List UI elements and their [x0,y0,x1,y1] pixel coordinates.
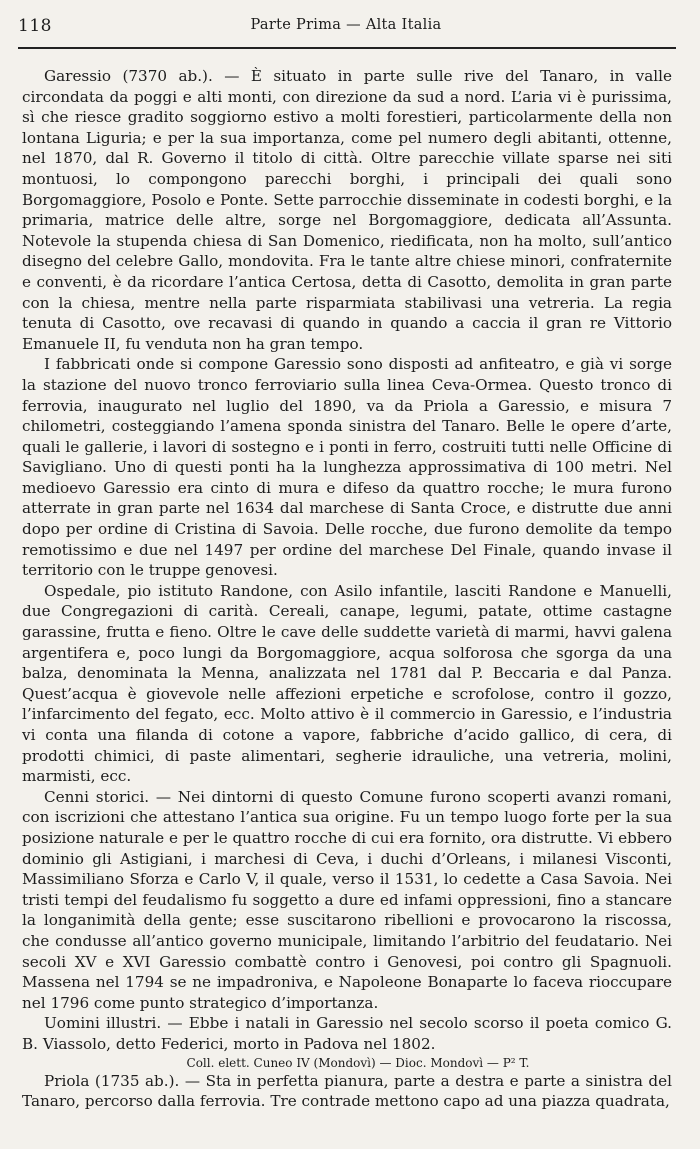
page-body [22,66,672,1112]
electoral-footnote: Coll. elett. Cuneo IV (Mondovì) — Dioc. Mondovì — P² T. [186,1055,530,1070]
page-header [18,14,674,36]
paragraph-garessio-people: Uomini illustri. — Ebbe i natali in Garessio nel secolo scorso il poeta comico G. B. Viassolo, detto Federici, morto in Padova nel 1802. [22,1014,672,1053]
page-number: 118 [18,16,52,36]
paragraph-garessio-history: Cenni storici. — Nei dintorni di questo Comune furono scoperti avanzi romani, con iscrizioni che attestano l’antica sua origine. Fu un tempo luogo forte per la sua posizione naturale e per le quattro rocche di cui era fornito, ora distrutte. Vi ebbero dominio gli Astigiani, i marchesi di Ceva, i duchi d’Orleans, i milanesi Visconti, Massimiliano Sforza e Carlo V, il quale, verso il 1531, lo cedette a Casa Savoia. Nei tristi tempi del feudalismo fu soggetto a dure ed infami oppressioni, fino a stancare la longanimità della gente; esse suscitarono ribellioni e provocarono la riscossa, che condusse all’antico governo municipale, limitando l’arbitrio del feudatario. Nei secoli XV e XVI Garessio combattè contro i Genovesi, poi contro gli Spagnuoli. Massena nel 1794 se ne impadroniva, e Napoleone Bonaparte lo faceva rioccupare nel 1796 come punto strategico d’importanza. [22,787,672,1012]
paragraph-garessio-intro: Garessio (7370 ab.). — È situato in parte sulle rive del Tanaro, in valle circondata da poggi e alti monti, con direzione da sud a nord. L’aria vi è purissima, sì che riesce gradito soggiorno estivo a molti forestieri, particolarmente della non lontana Liguria; e per la sua importanza, come pel numero degli abitanti, ottenne, nel 1870, dal R. Governo il titolo di città. Oltre parecchie villate sparse nei siti montuosi, lo compongono parecchi borghi, i principali dei quali sono Borgomaggiore, Posolo e Ponte. Sette parrocchie disseminate in codesti borghi, e la primaria, matrice delle altre, sorge nel Borgomaggiore, dedicata all’Assunta. Notevole la stupenda chiesa di San Domenico, riedificata, non ha molto, sull’antico disegno del celebre Gallo, mondovita. Fra le tante altre chiese minori, confraternite e conventi, è da ricordare l’antica Certosa, detta di Casotto, demolita in gran parte con la chiesa, mentre nella parte risparmiata stabilivasi una vetreria. La regia tenuta di Casotto, ove recavasi di quando in quando a caccia il gran re Vittorio Emanuele II, fu venduta non ha gran tempo. [22,67,672,353]
header-rule [18,47,676,49]
running-title: Parte Prima — Alta Italia [250,17,442,33]
paragraph-garessio-buildings: I fabbricati onde si compone Garessio sono disposti ad anfiteatro, e già vi sorge la stazione del nuovo tronco ferroviario sulla linea Ceva-Ormea. Questo tronco di ferrovia, inaugurato nel luglio del 1890, va da Priola a Garessio, e misura 7 chilometri, costeggiando l’amena sponda sinistra del Tanaro. Belle le opere d’arte, quali le gallerie, i lavori di sostegno e i ponti in ferro, costruiti tutti nelle Officine di Savigliano. Uno di questi ponti ha la lunghezza approssimativa di 100 metri. Nel medioevo Garessio era cinto di mura e difeso da quattro rocche; le mura furono atterrate in gran parte nel 1634 dal marchese di Santa Croce, e distrutte due anni dopo per ordine di Cristina di Savoia. Delle rocche, due furono demolite da tempo remotissimo e due nel 1497 per ordine del marchese Del Finale, quando invase il territorio con le truppe genovesi. [22,355,672,580]
paragraph-garessio-economy: Ospedale, pio istituto Randone, con Asilo infantile, lasciti Randone e Manuelli, due Congregazioni di carità. Cereali, canape, legumi, patate, ottime castagne garassine, frutta e fieno. Oltre le cave delle suddette varietà di marmi, havvi galena argentifera e, poco lungi da Borgomaggiore, acqua solforosa che sgorga da una balza, denominata la Menna, analizzata nel 1781 dal P. Beccaria e dal Panza. Quest’acqua è giovevole nelle affezioni erpetiche e scrofolose, contro il gozzo, l’infarcimento del fegato, ecc. Molto attivo è il commercio in Garessio, e l’industria vi conta una filanda di cotone a vapore, fabbriche d’acido gallico, di cera, di prodotti chimici, di paste alimentari, segherie idrauliche, una vetreria, molini, marmisti, ecc. [22,581,672,786]
paragraph-priola-intro: Priola (1735 ab.). — Sta in perfetta pianura, parte a destra e parte a sinistra del Tanaro, percorso dalla ferrovia. Tre contrade mettono capo ad una piazza quadrata, [22,1071,672,1111]
